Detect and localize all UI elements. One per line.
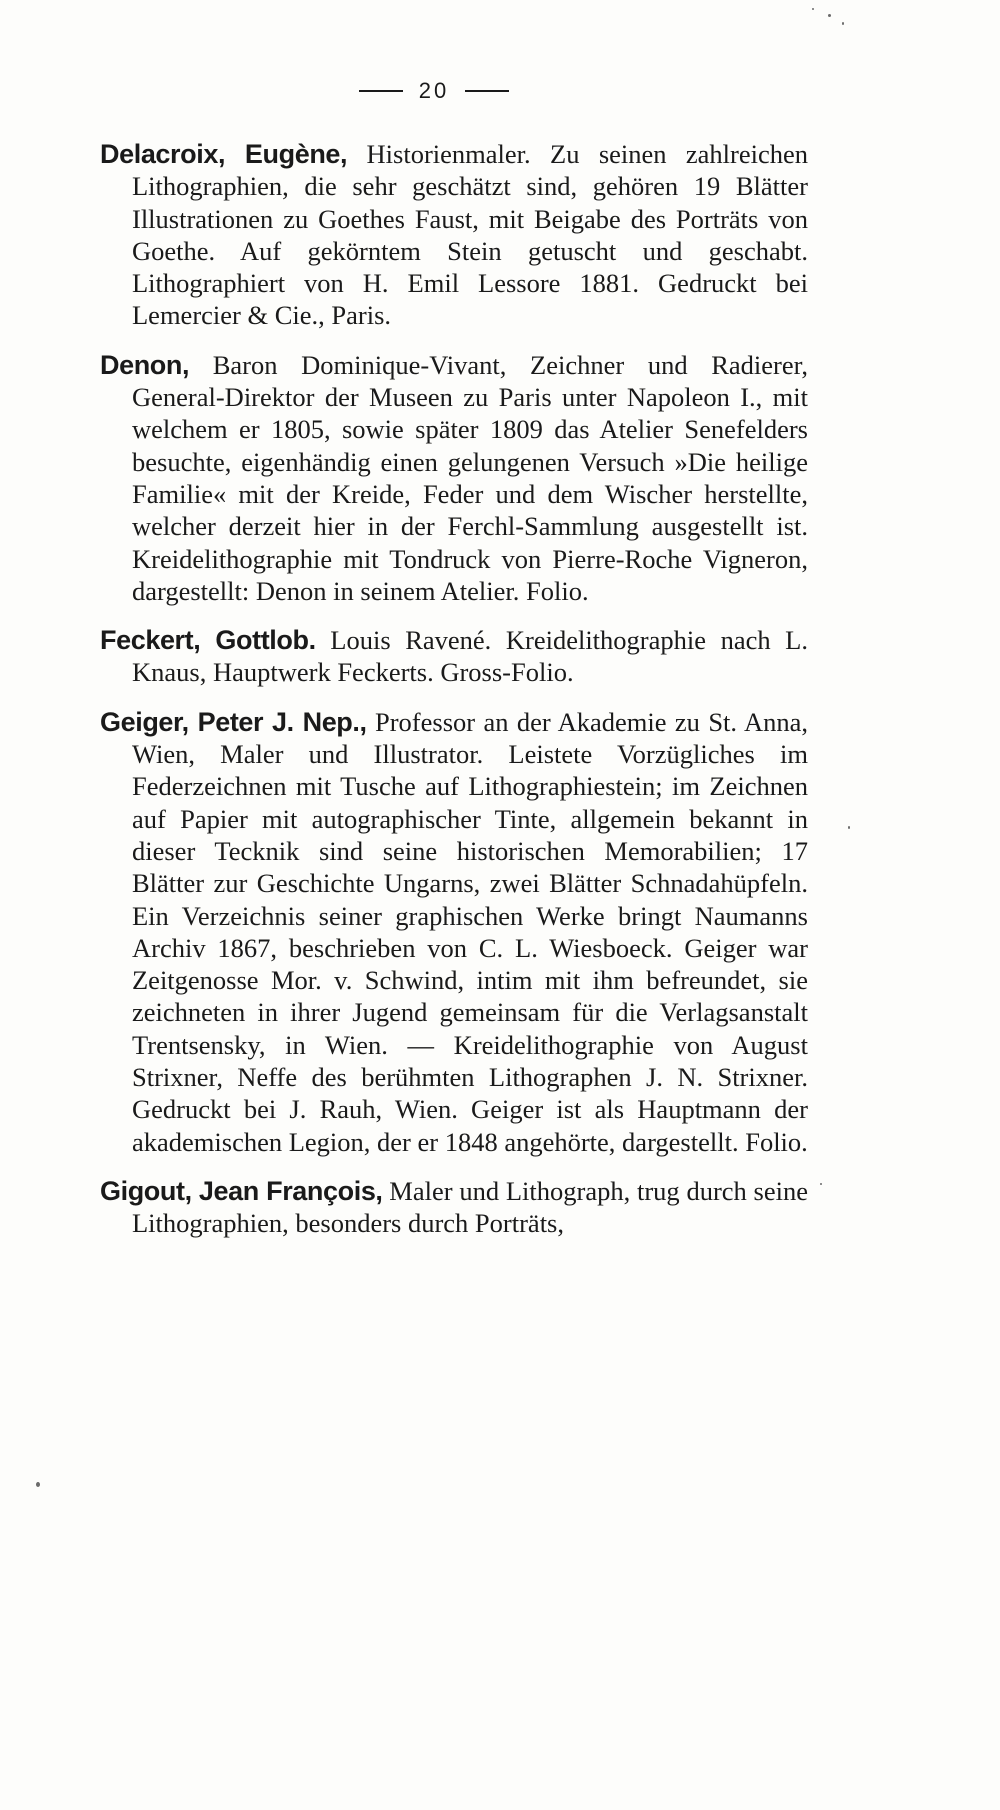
scan-speck [36, 1482, 40, 1487]
entry-text: Professor an der Akademie zu St. Anna, Wien, Maler und Illustrator. Leistete Vorzügliches im Federzeichnen mit Tusche auf Lithographiestein; im Zeichnen auf Papier mit autographischer Tinte, allgemein bekannt in dieser Tecknik sind seine historischen Memorabilien; 17 Blätter zur Geschichte Ungarns, zwei Blätter Schnadahüpfeln. Ein Verzeichnis seiner graphischen Werke bringt Naumanns Archiv 1867, beschrieben von C. L. Wiesboeck. Geiger war Zeitgenosse Mor. v. Schwind, intim mit ihm befreundet, sie zeichneten in ihrer Jugend gemeinsam für die Verlagsanstalt Trentsensky, in Wien. — Kreidelithographie von August Strixner, Neffe des berühmten Lithographen J. N. Strixner. Gedruckt bei J. Rauh, Wien. Geiger ist als Hauptmann der akademischen Legion, der er 1848 angehörte, dargestellt. Folio. [132, 706, 808, 1157]
entry-geiger [100, 706, 808, 1158]
entry-list [100, 138, 808, 1257]
entry-name: Gigout, Jean François, [100, 1175, 383, 1206]
scan-speck [812, 8, 814, 10]
entry-text: Historienmaler. Zu seinen zahlreichen Lithographien, die sehr geschätzt sind, gehören 19 Blätter Illustrationen zu Goethes Faust, mit Beigabe des Porträts von Goethe. Auf gekörntem Stein getuscht und geschabt. Lithographiert von H. Emil Lessore 1881. Gedruckt bei Lemercier & Cie., Paris. [132, 139, 808, 331]
entry-text: Baron Dominique-Vivant, Zeichner und Radierer, General-Direktor der Museen zu Paris unter Napoleon I., mit welchem er 1805, sowie später 1809 das Atelier Senefelders besuchte, eigenhändig einen gelungenen Versuch »Die heilige Familie« mit der Kreide, Feder und dem Wischer herstellte, welcher derzeit hier in der Ferchl-Sammlung ausgestellt ist. Kreidelithographie mit Tondruck von Pierre-Roche Vigneron, dargestellt: Denon in seinem Atelier. Folio. [132, 349, 808, 606]
scan-speck [848, 826, 850, 829]
page-number: 20 [418, 78, 450, 103]
entry-text: Maler und Lithograph, trug durch seine Lithographien, besonders durch Porträts, [132, 1175, 808, 1239]
entry-feckert [100, 624, 808, 689]
left-dash [359, 90, 403, 92]
entry-name: Feckert, Gottlob. [100, 625, 316, 656]
scan-speck [828, 14, 831, 17]
entry-name: Geiger, Peter J. Nep., [100, 706, 367, 737]
entry-name: Delacroix, Eugène, [100, 139, 348, 169]
entry-name: Denon, [100, 349, 190, 380]
entry-delacroix [100, 138, 808, 332]
page-number-header [0, 78, 868, 104]
scan-speck [820, 1183, 822, 1185]
scan-speck [842, 22, 844, 25]
entry-text: Louis Ravené. Kreidelithographie nach L. Knaus, Hauptwerk Feckerts. Gross-Folio. [132, 625, 808, 688]
right-dash [465, 90, 509, 92]
entry-gigout [100, 1175, 808, 1240]
entry-denon [100, 349, 808, 607]
